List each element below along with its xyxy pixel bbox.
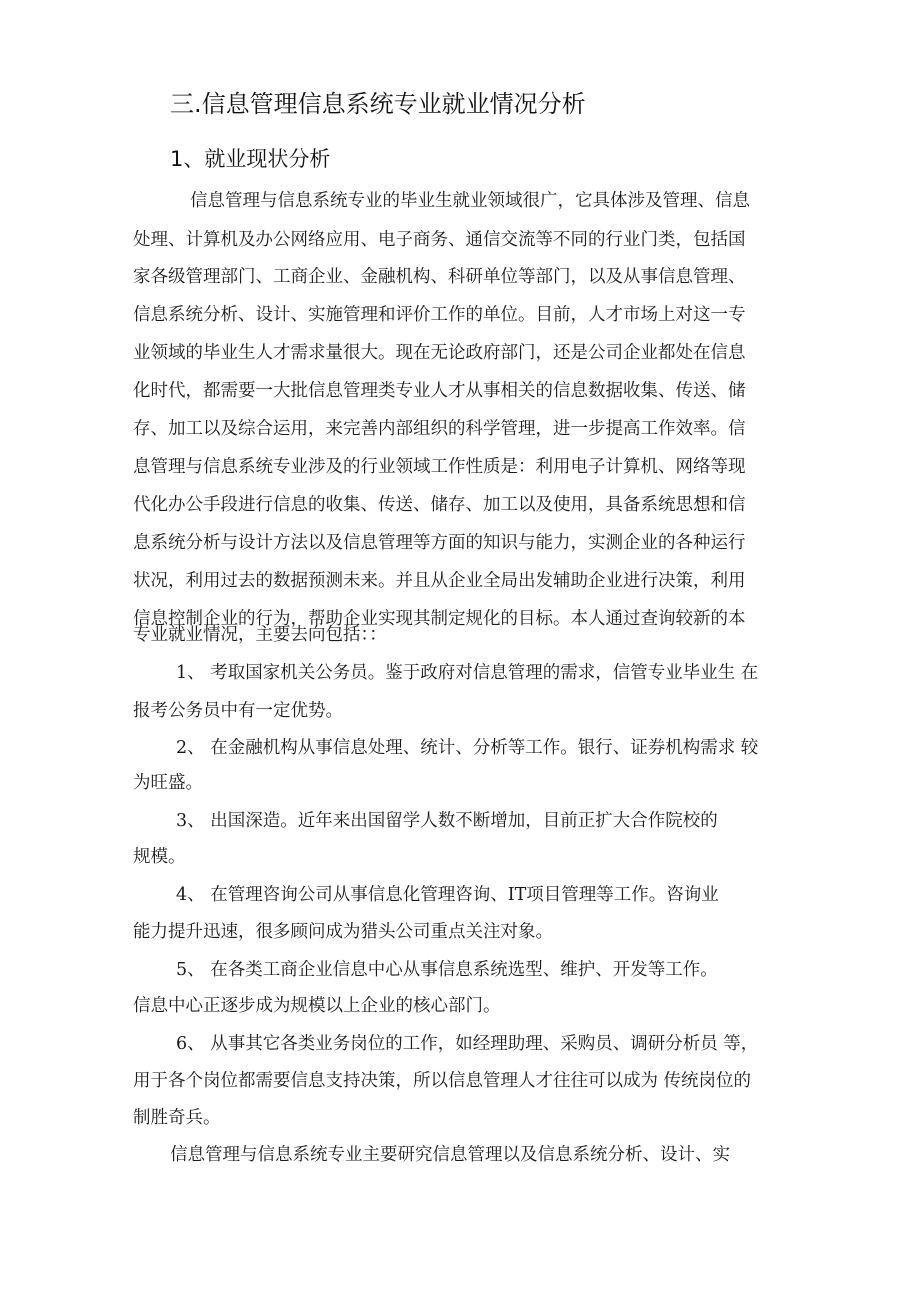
section-heading: 1、就业现状分析 <box>170 147 331 171</box>
paragraph-line: 信息系统分析、设计、实施管理和评价工作的单位。目前，人才市场上对这一专 <box>133 305 746 325</box>
list-item-4-line-1: 4、 在管理咨询公司从事信息化管理咨询、IT项目管理等工作。咨询业 <box>176 885 719 905</box>
paragraph-line: 息系统分析与设计方法以及信息管理等方面的知识与能力，实测企业的各种运行 <box>133 533 746 553</box>
paragraph-line: 信息管理与信息系统专业主要研究信息管理以及信息系统分析、设计、实 <box>170 1145 730 1165</box>
paragraph-line: 状况，利用过去的数据预测未来。并且从企业全局出发辅助企业进行决策，利用 <box>133 571 746 591</box>
list-item-6-line-1: 6、 从事其它各类业务岗位的工作，如经理助理、采购员、调研分析员 等， <box>176 1034 759 1054</box>
list-item-2-line-2: 为旺盛。 <box>133 773 203 793</box>
list-item-3-line-2: 规模。 <box>133 847 186 867</box>
list-item-1-line-1: 1、 考取国家机关公务员。鉴于政府对信息管理的需求，信管专业毕业生 在 <box>176 663 759 683</box>
paragraph-line: 专业就业情况，主要去向包括：： <box>133 625 387 645</box>
list-item-6-line-2: 用于各个岗位都需要信息支持决策，所以信息管理人才往往可以成为 传统岗位的 <box>133 1071 752 1091</box>
paragraph-line: 信息控制企业的行为，帮助企业实现其制定规化的目标。本人通过查询较新的本 <box>133 609 746 629</box>
paragraph-line: 化时代，都需要一大批信息管理类专业人才从事相关的信息数据收集、传送、储 <box>133 381 746 401</box>
list-item-5-line-1: 5、 在各类工商企业信息中心从事信息系统选型、维护、开发等工作。 <box>176 960 718 980</box>
list-item-5-line-2: 信息中心正逐步成为规模以上企业的核心部门。 <box>133 996 501 1016</box>
paragraph-line: 处理、计算机及办公网络应用、电子商务、通信交流等不同的行业门类，包括国 <box>133 230 746 250</box>
list-item-1-line-2: 报考公务员中有一定优势。 <box>133 701 343 721</box>
paragraph-line: 业领域的毕业生人才需求量很大。现在无论政府部门，还是公司企业都处在信息 <box>133 343 746 363</box>
main-heading: 三.信息管理信息系统专业就业情况分析 <box>170 90 586 118</box>
list-item-4-line-2: 能力提升迅速，很多顾问成为猎头公司重点关注对象。 <box>133 922 553 942</box>
paragraph-line: 代化办公手段进行信息的收集、传送、储存、加工以及使用，具备系统思想和信 <box>133 495 746 515</box>
paragraph-line: 息管理与信息系统专业涉及的行业领域工作性质是：利用电子计算机、网络等现 <box>133 457 746 477</box>
list-item-6-line-3: 制胜奇兵。 <box>133 1108 221 1128</box>
paragraph-line: 信息管理与信息系统专业的毕业生就业领域很广，它具体涉及管理、信息 <box>190 191 750 211</box>
list-item-2-line-1: 2、 在金融机构从事信息处理、统计、分析等工作。银行、证券机构需求 较 <box>176 738 759 758</box>
list-item-3-line-1: 3、 出国深造。近年来出国留学人数不断增加，目前正扩大合作院校的 <box>176 811 718 831</box>
paragraph-line: 家各级管理部门、工商企业、金融机构、科研单位等部门，以及从事信息管理、 <box>133 267 746 287</box>
paragraph-line: 存、加工以及综合运用，来完善内部组织的科学管理，进一步提高工作效率。信 <box>133 419 746 439</box>
